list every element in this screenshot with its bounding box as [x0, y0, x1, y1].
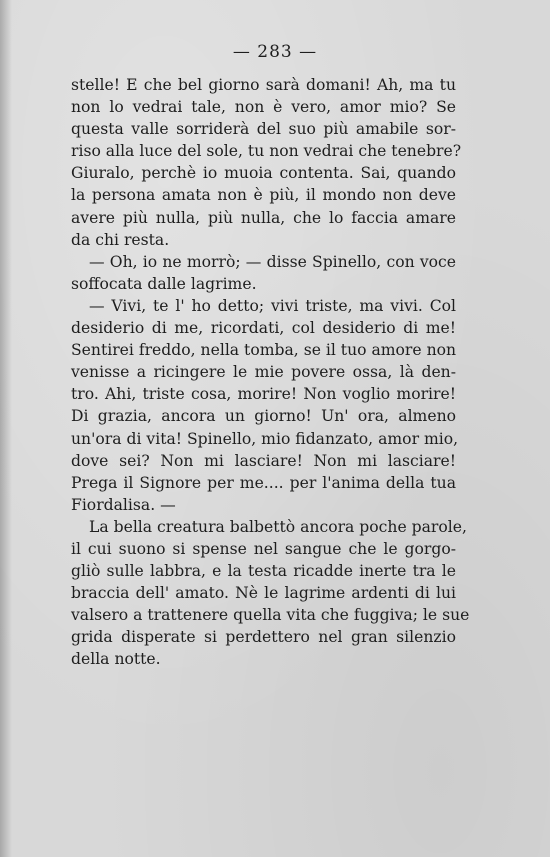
text-line: la persona amata non è più, il mondo non deve — [71, 186, 456, 205]
page-number: — 283 — — [232, 42, 318, 62]
text-line: La bella creatura balbettò ancora poche parole, — [89, 517, 467, 536]
text-line: desiderio di me, ricordati, col desiderio di me! — [71, 319, 456, 338]
text-line: stelle! E che bel giorno sarà domani! Ah, ma tu — [71, 76, 456, 94]
text-line: da chi resta. — [71, 230, 170, 249]
text-line: Sentirei freddo, nella tomba, se il tuo amore non — [71, 341, 457, 360]
text-line: dove sei? Non mi lasciare! Non mi lasciare! — [71, 451, 456, 470]
text-line: grida disperate si perdettero nel gran silenzio — [71, 628, 456, 647]
text-line: braccia dell' amato. Nè le lagrime ardenti di lui — [71, 584, 456, 603]
text-line: il cui suono si spense nel sangue che le gorgo- — [71, 539, 456, 558]
text-line: Di grazia, ancora un giorno! Un' ora, almeno — [71, 407, 456, 426]
text-line: — Vivi, te l' ho detto; vivi triste, ma vivi. Col — [89, 296, 456, 315]
text-line: della notte. — [71, 650, 161, 669]
text-line: riso alla luce del sole, tu non vedrai che tenebre? — [71, 142, 462, 161]
text-line: Fiordalisa. — — [71, 495, 176, 514]
text-line: Prega il Signore per me.... per l'anima della tua — [71, 473, 456, 492]
text-line: un'ora di vita! Spinello, mio fidanzato, amor mio, — [71, 429, 459, 448]
text-line: tro. Ahi, triste cosa, morire! Non voglio morire! — [71, 385, 456, 404]
text-line: valsero a trattenere quella vita che fuggiva; le sue — [71, 606, 470, 625]
page-binding-shadow — [0, 0, 12, 857]
text-line: avere più nulla, più nulla, che lo faccia amare — [71, 208, 456, 227]
text-line: gliò sulle labbra, e la testa ricadde inerte tra le — [71, 562, 456, 581]
text-line: venisse a ricingere le mie povere ossa, là den- — [71, 363, 456, 382]
text-line: questa valle sorriderà del suo più amabile sor- — [71, 120, 456, 139]
body-text — [71, 74, 470, 671]
text-line: non lo vedrai tale, non è vero, amor mio? Se — [71, 98, 456, 117]
text-line: — Oh, io ne morrò; — disse Spinello, con voce — [89, 252, 456, 271]
text-line: soffocata dalle lagrime. — [71, 274, 257, 293]
text-line: Giuralo, perchè io muoia contenta. Sai, quando — [71, 164, 456, 183]
